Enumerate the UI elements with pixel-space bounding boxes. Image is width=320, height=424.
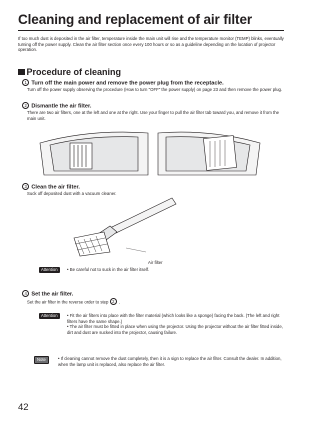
step-1-heading: [22, 79, 224, 87]
section-heading-text: Procedure of cleaning: [26, 67, 122, 77]
step-number-3: 3: [22, 183, 29, 190]
page-title: Cleaning and replacement of air filter: [18, 12, 253, 27]
step-3-title: Clean the air filter.: [31, 184, 80, 191]
step-1-title: Turn off the main power and remove the power plug from the receptacle.: [31, 80, 224, 87]
attention-1-text: • Be careful not to suck in the air filter itself.: [67, 267, 150, 272]
square-bullet-icon: [18, 69, 25, 76]
step-4-text-body: Set the air filter in the reverse order to step: [27, 299, 109, 305]
title-rule: [18, 30, 284, 31]
step-1-text: Turn off the power supply observing the procedure (How to turn "OFF" the power supply) on page 23 and then remove the power plug.: [27, 87, 283, 92]
step-2-heading: [22, 102, 91, 110]
attention-2-bullet-1: • Fit the air filters into place with the filter material (which looks like a sponge) facing the back. (The left and right filters have the same shape.): [67, 313, 280, 324]
step-3-text: Suck off deposited dust with a vacuum cleaner.: [27, 191, 117, 196]
step-3-heading: [22, 183, 80, 191]
air-filter-label: Air filter: [148, 260, 163, 265]
step-4-title: Set the air filter.: [31, 291, 74, 298]
intro-paragraph: If too much dust is deposited in the air filter, temperature inside the main unit will rise and the temperature monitor (TEMP) blinks, eventually turning off the power supply. Clean the air filter section once every 100 hours or so as a guideline depending on the location of projector operation.: [18, 36, 284, 53]
projector-filter-illustration: [30, 123, 270, 178]
section-heading: [18, 67, 121, 77]
attention-2-bullet-2: • The air filter must be fitted in place when using the projector. Using the projector without the air filter fitted inside, dirt and dust are sucked into the projector, causing failure.: [67, 324, 283, 335]
note-text: • If cleaning cannot remove the dust completely, then it is a sign to replace the air filter. Consult the dealer. In addition, when the lamp unit is replaced, also replace the air filter.: [58, 356, 282, 367]
vacuum-cleaner-illustration: [70, 196, 190, 256]
step-ref-number: 2: [110, 298, 117, 305]
step-2-title: Dismantle the air filter.: [31, 103, 92, 110]
step-number-4: 4: [22, 290, 29, 297]
step-number-1: 1: [22, 79, 29, 86]
note-badge: Note: [34, 356, 49, 364]
step-4-text: Set the air filter in the reverse order to step 2 .: [27, 299, 121, 305]
page-number: 42: [18, 402, 29, 413]
step-number-2: 2: [22, 102, 29, 109]
step-2-text: There are two air filters, one at the left and one at the right. Use your finger to pull the air filter tab toward you, and remove it from the main unit.: [27, 110, 279, 121]
attention-badge-2: Attention: [41, 313, 58, 318]
step-4-heading: [22, 290, 73, 298]
attention-badge-1: Attention: [41, 267, 58, 272]
